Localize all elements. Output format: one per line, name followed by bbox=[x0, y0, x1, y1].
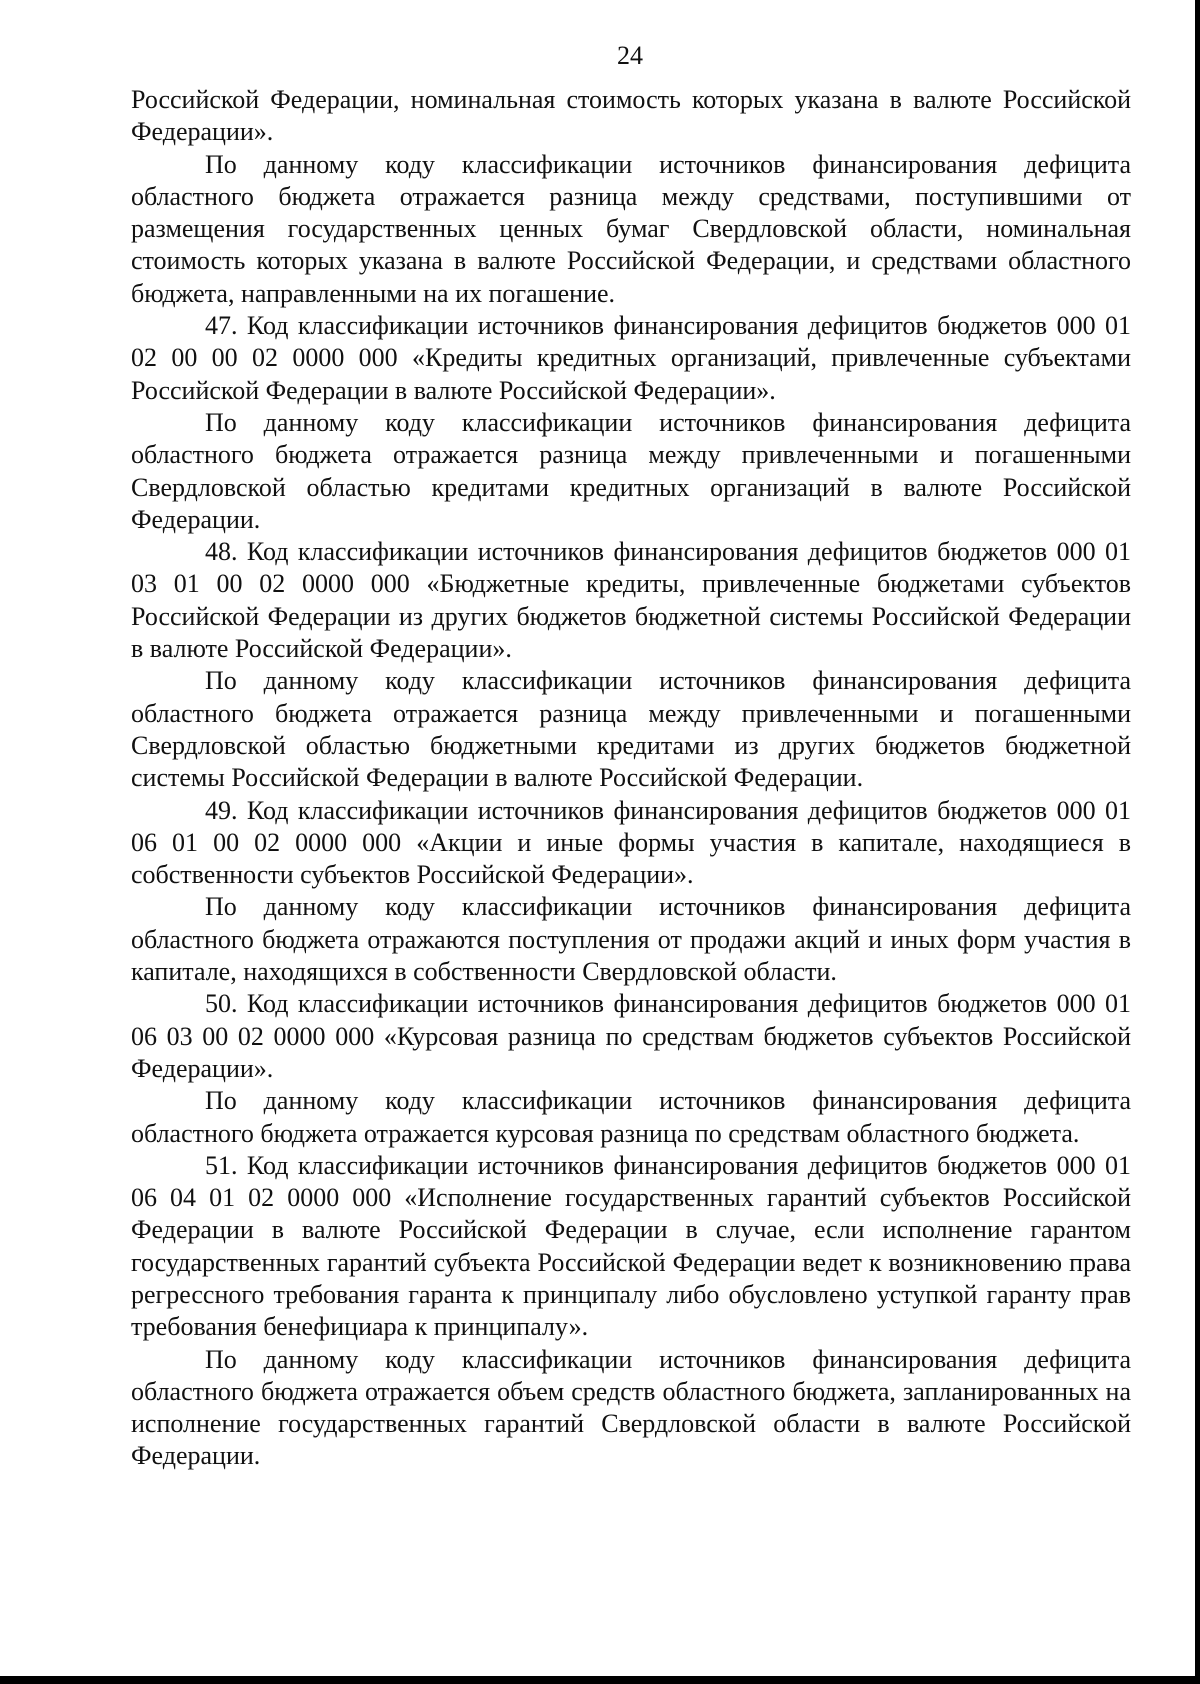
paragraph-description: По данному коду классификации источников финансирования дефицита областного бюджета отражается разница между привлеченными и погашенными Свердловской областью кредитами кредитных организаций в валюте Российской Федерации. bbox=[131, 407, 1131, 534]
paragraph-description: По данному коду классификации источников финансирования дефицита областного бюджета отражается объем средств областного бюджета, запланированных на исполнение государственных гарантий Свердловской области в валюте Российской Федерации. bbox=[131, 1344, 1131, 1471]
page-number: 24 bbox=[617, 41, 643, 70]
paragraph-description: По данному коду классификации источников финансирования дефицита областного бюджета отражается курсовая разница по средствам областного бюджета. bbox=[131, 1086, 1131, 1148]
paragraph-description: По данному коду классификации источников финансирования дефицита областного бюджета отражаются поступления от продажи акций и иных форм участия в капитале, находящихся в собственности Свердловской области. bbox=[131, 892, 1131, 987]
paragraph-item-48: 48. Код классификации источников финансирования дефицитов бюджетов 000 01 03 01 00 02 0000 000 «Бюджетные кредиты, привлеченные бюджетами субъектов Российской Федерации из других бюджетов бюджетной системы Российской Федерации в валюте Российской Федерации». bbox=[131, 537, 1131, 664]
document-body bbox=[131, 84, 1131, 1473]
paragraph-continuation: Российской Федерации, номинальная стоимость которых указана в валюте Российской Федерации». bbox=[131, 85, 1131, 147]
paragraph-description: По данному коду классификации источников финансирования дефицита областного бюджета отражается разница между средствами, поступившими от размещения государственных ценных бумаг Свердловской области, номинальная стоимость которых указана в валюте Российской Федерации, и средствами областного бюджета, направленными на их погашение. bbox=[131, 149, 1131, 308]
scan-edge-right bbox=[1195, 0, 1200, 1684]
paragraph-item-50: 50. Код классификации источников финансирования дефицитов бюджетов 000 01 06 03 00 02 0000 000 «Курсовая разница по средствам бюджетов субъектов Российской Федерации». bbox=[131, 989, 1131, 1083]
scan-edge-bottom bbox=[0, 1676, 1200, 1684]
paragraph-item-51: 51. Код классификации источников финансирования дефицитов бюджетов 000 01 06 04 01 02 0000 000 «Исполнение государственных гарантий субъектов Российской Федерации в валюте Российской Федерации в случае, если исполнение гарантом государственных гарантий субъекта Российской Федерации ведет к возникновению права регрессного требования гаранта к принципалу либо обусловлено уступкой гаранту прав требования бенефициара к принципалу». bbox=[131, 1150, 1131, 1342]
paragraph-item-47: 47. Код классификации источников финансирования дефицитов бюджетов 000 01 02 00 00 02 0000 000 «Кредиты кредитных организаций, привлеченные субъектами Российской Федерации в валюте Российской Федерации». bbox=[131, 311, 1131, 405]
paragraph-item-49: 49. Код классификации источников финансирования дефицитов бюджетов 000 01 06 01 00 02 0000 000 «Акции и иные формы участия в капитале, находящиеся в собственности субъектов Российской Федерации». bbox=[131, 795, 1131, 890]
paragraph-description: По данному коду классификации источников финансирования дефицита областного бюджета отражается разница между привлеченными и погашенными Свердловской областью бюджетными кредитами из других бюджетов бюджетной системы Российской Федерации в валюте Российской Федерации. bbox=[131, 666, 1131, 793]
